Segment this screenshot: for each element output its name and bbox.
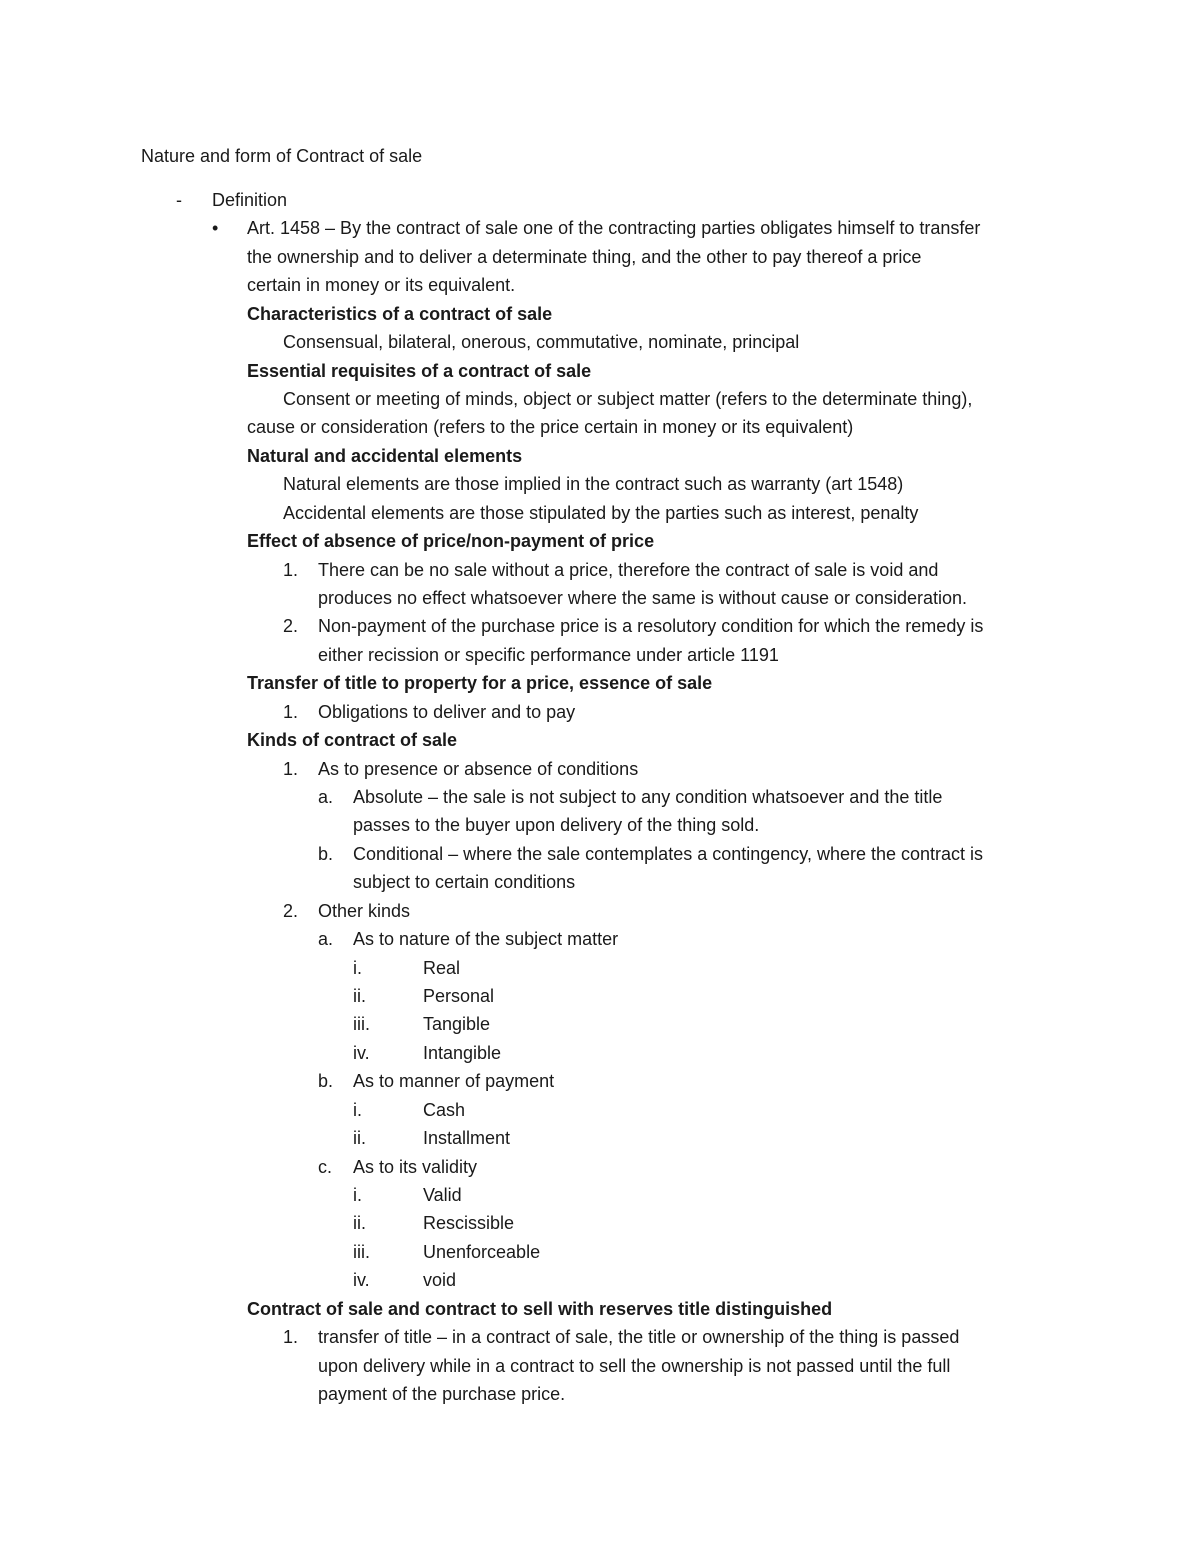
manner-of-payment-label: As to manner of payment <box>353 1071 555 1091</box>
list-marker: 2. <box>283 616 299 636</box>
validity-label: As to its validity <box>353 1157 478 1177</box>
list-marker: iv. <box>353 1270 370 1290</box>
absence-heading: Effect of absence of price/non-payment of price <box>247 531 655 551</box>
list-marker: i. <box>353 958 362 978</box>
document-title: Nature and form of Contract of sale <box>141 146 423 166</box>
art-1458-line-1: Art. 1458 – By the contract of sale one of the contracting parties obligates himself to transfer <box>247 218 981 238</box>
list-marker: i. <box>353 1185 362 1205</box>
list-item: Cash <box>423 1100 466 1120</box>
list-marker: 1. <box>283 560 299 580</box>
transfer-item-1: Obligations to deliver and to pay <box>318 702 576 722</box>
list-item: Personal <box>423 986 495 1006</box>
absence-item-1-line-2: produces no effect whatsoever where the same is without cause or consideration. <box>318 588 968 608</box>
list-item: Intangible <box>423 1043 502 1063</box>
absence-item-2-line-2: either recission or specific performance under article 1191 <box>318 645 779 665</box>
definition-label: Definition <box>212 190 288 210</box>
list-marker: ii. <box>353 1213 366 1233</box>
list-marker: ii. <box>353 986 366 1006</box>
transfer-heading: Transfer of title to property for a price, essence of sale <box>247 673 713 693</box>
list-marker: c. <box>318 1157 333 1177</box>
list-marker: iv. <box>353 1043 370 1063</box>
requisites-line-1: Consent or meeting of minds, object or subject matter (refers to the determinate thing), <box>283 389 973 409</box>
list-item: Valid <box>423 1185 462 1205</box>
distinguished-line-2: upon delivery while in a contract to sell the ownership is not passed until the full <box>318 1356 951 1376</box>
absence-item-2-line-1: Non-payment of the purchase price is a resolutory condition for which the remedy is <box>318 616 984 636</box>
list-marker: iii. <box>353 1242 370 1262</box>
list-marker: iii. <box>353 1014 370 1034</box>
accidental-elements-text: Accidental elements are those stipulated by the parties such as interest, penalty <box>283 503 919 523</box>
list-marker: i. <box>353 1100 362 1120</box>
absence-item-1-line-1: There can be no sale without a price, therefore the contract of sale is void and <box>318 560 939 580</box>
list-item: Tangible <box>423 1014 491 1034</box>
characteristics-heading: Characteristics of a contract of sale <box>247 304 553 324</box>
list-item: Unenforceable <box>423 1242 541 1262</box>
kinds-heading: Kinds of contract of sale <box>247 730 458 750</box>
elements-heading: Natural and accidental elements <box>247 446 523 466</box>
list-marker: 2. <box>283 901 299 921</box>
art-1458-line-2: the ownership and to deliver a determinate thing, and the other to pay thereof a price <box>247 247 922 267</box>
list-marker: a. <box>318 787 334 807</box>
list-marker: a. <box>318 929 334 949</box>
characteristics-text: Consensual, bilateral, onerous, commutative, nominate, principal <box>283 332 800 352</box>
list-marker: ii. <box>353 1128 366 1148</box>
bullet-marker: • <box>212 218 219 238</box>
list-marker: b. <box>318 1071 334 1091</box>
kinds-item-2: Other kinds <box>318 901 411 921</box>
distinguished-heading: Contract of sale and contract to sell with reserves title distinguished <box>247 1299 833 1319</box>
distinguished-line-1: transfer of title – in a contract of sale, the title or ownership of the thing is passed <box>318 1327 960 1347</box>
requisites-line-2: cause or consideration (refers to the price certain in money or its equivalent) <box>247 417 854 437</box>
list-dash-marker: - <box>176 190 182 210</box>
conditional-line-2: subject to certain conditions <box>353 872 576 892</box>
list-item: Installment <box>423 1128 511 1148</box>
subject-matter-label: As to nature of the subject matter <box>353 929 619 949</box>
list-marker: b. <box>318 844 334 864</box>
absolute-line-2: passes to the buyer upon delivery of the thing sold. <box>353 815 760 835</box>
list-item: Real <box>423 958 461 978</box>
art-1458-line-3: certain in money or its equivalent. <box>247 275 516 295</box>
conditional-line-1: Conditional – where the sale contemplates a contingency, where the contract is <box>353 844 984 864</box>
list-item: void <box>423 1270 457 1290</box>
list-marker: 1. <box>283 759 299 779</box>
list-marker: 1. <box>283 702 299 722</box>
absolute-line-1: Absolute – the sale is not subject to any condition whatsoever and the title <box>353 787 943 807</box>
distinguished-line-3: payment of the purchase price. <box>318 1384 566 1404</box>
list-item: Rescissible <box>423 1213 515 1233</box>
list-marker: 1. <box>283 1327 299 1347</box>
kinds-item-1: As to presence or absence of conditions <box>318 759 639 779</box>
natural-elements-text: Natural elements are those implied in the contract such as warranty (art 1548) <box>283 474 904 494</box>
requisites-heading: Essential requisites of a contract of sale <box>247 361 592 381</box>
